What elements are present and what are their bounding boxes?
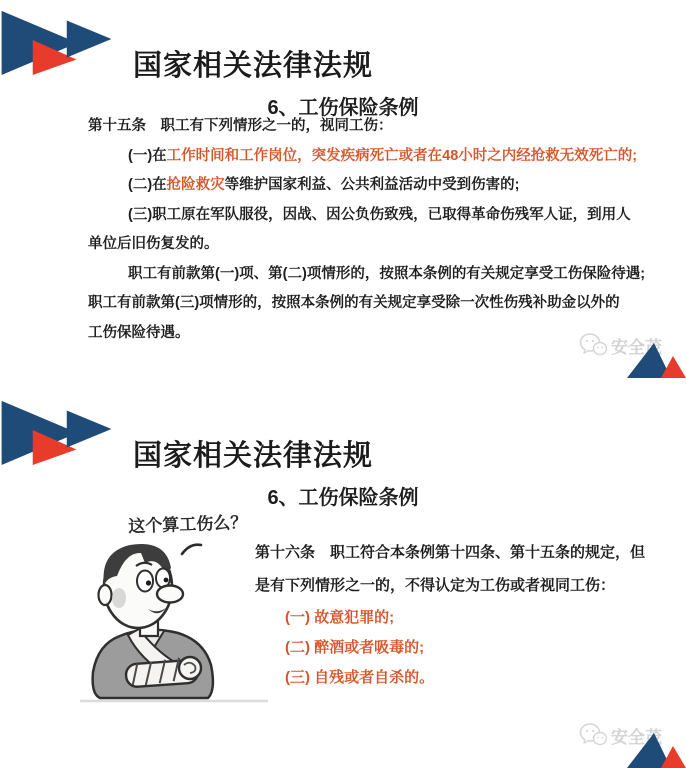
- article-15-line-3: [88, 171, 668, 201]
- highlight-text: 工作时间和工作岗位，突发疾病死亡或者在48小时之内经抢救无效死亡的;: [166, 147, 638, 164]
- slide-article-16: [0, 390, 686, 768]
- article-15-line-5: 单位后旧伤复发的。: [88, 236, 219, 252]
- article-15-line-2: [88, 142, 668, 172]
- article-16-items: [255, 603, 675, 693]
- corner-triangles-icon: [624, 341, 686, 378]
- article-15-line-1: 第十五条 职工有下列情形之一的，视同工伤：: [88, 118, 393, 134]
- plain-text: 等维护国家利益、公共利益活动中受到伤害的;: [224, 177, 520, 193]
- logo-triangles-icon: [0, 5, 115, 75]
- page-title: 国家相关法律法规: [133, 50, 374, 83]
- article-15-line-8: 工伤保险待遇。: [88, 324, 190, 341]
- plain-text: (一)在: [128, 147, 167, 164]
- watermark-label: 安全茂: [611, 337, 662, 357]
- injured-worker-cartoon: [78, 502, 270, 708]
- section-subtitle: 6、工伤保险条例: [267, 486, 419, 509]
- watermark-label: 安全茂: [611, 727, 662, 747]
- article-16-line-1: 第十六条 职工符合本条例第十四条、第十五条的规定，但: [255, 544, 646, 561]
- article-15-line-4: (三)职工原在军队服役，因战、因公负伤致残，已取得革命伤残军人证，到用人: [128, 206, 631, 223]
- logo-triangles-icon: [0, 395, 115, 465]
- article-15-text: [88, 112, 668, 348]
- article-16-item-3: (三) 自残或者自杀的。: [285, 669, 435, 686]
- speech-stroke-icon: [182, 545, 201, 554]
- wechat-icon: [579, 332, 607, 358]
- article-16-item-1: (一) 故意犯罪的;: [285, 609, 395, 626]
- highlight-text: 抢险救灾: [166, 177, 225, 193]
- article-16-item-2: (二) 醉酒或者吸毒的;: [285, 639, 425, 656]
- article-15-line-7: 职工有前款第(三)项情形的，按照本条例的有关规定享受除一次性伤残补助金以外的: [88, 295, 620, 311]
- plain-text: (二)在: [128, 177, 167, 193]
- page-title: 国家相关法律法规: [133, 440, 374, 473]
- article-15-line-6: 职工有前款第(一)项、第(二)项情形的，按照本条例的有关规定享受工伤保险待遇;: [128, 265, 646, 282]
- article-16-line-2: 是有下列情形之一的，不得认定为工伤或者视同工伤：: [255, 577, 616, 594]
- article-16-text: [255, 536, 675, 693]
- section-subtitle: 6、工伤保险条例: [267, 96, 419, 119]
- wechat-icon: [579, 722, 607, 748]
- slide-article-15: [0, 0, 686, 378]
- cartoon-caption: 这个算工伤么？: [128, 512, 248, 537]
- corner-triangles-icon: [624, 731, 686, 768]
